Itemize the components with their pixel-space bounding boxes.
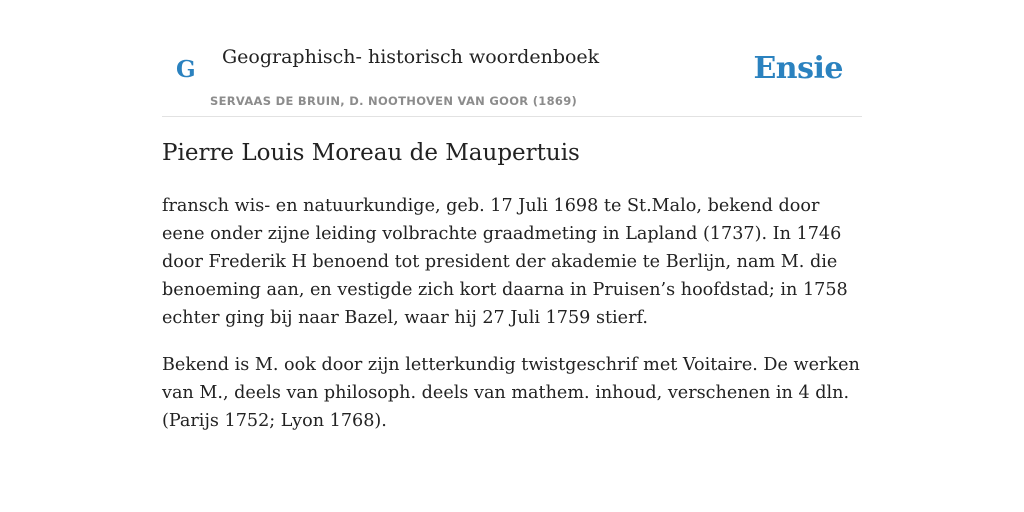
entry-body [162,192,862,454]
entry-paragraph: Bekend is M. ook door zijn letterkundig twistgeschrif met Voitaire. De werken van M., deels van philosoph. deels van mathem. inhoud, verschenen in 4 dln. (Parijs 1752; Lyon 1768). [162,355,860,431]
brand-logo-link[interactable]: Ensie [753,51,843,86]
entry-title: Pierre Louis Moreau de Maupertuis [162,140,580,166]
book-title-link[interactable]: Geographisch- historisch woordenboek [222,46,600,68]
page [162,0,862,431]
book-authors: SERVAAS DE BRUIN, D. NOOTHOVEN VAN GOOR (1869) [210,94,578,108]
book-letter-link[interactable]: G [176,56,196,83]
entry-paragraph: fransch wis- en natuurkundige, geb. 17 Juli 1698 te St.Malo, bekend door eene onder zijne leiding volbrachte graadmeting in Lapland (1737). In 1746 door Frederik H benoend tot president der akademie te Berlijn, nam M. die benoeming aan, en vestigde zich kort daarna in Pruisen’s hoofdstad; in 1758 echter ging bij naar Bazel, waar hij 27 Juli 1759 stierf. [162,196,848,328]
header [162,0,862,117]
